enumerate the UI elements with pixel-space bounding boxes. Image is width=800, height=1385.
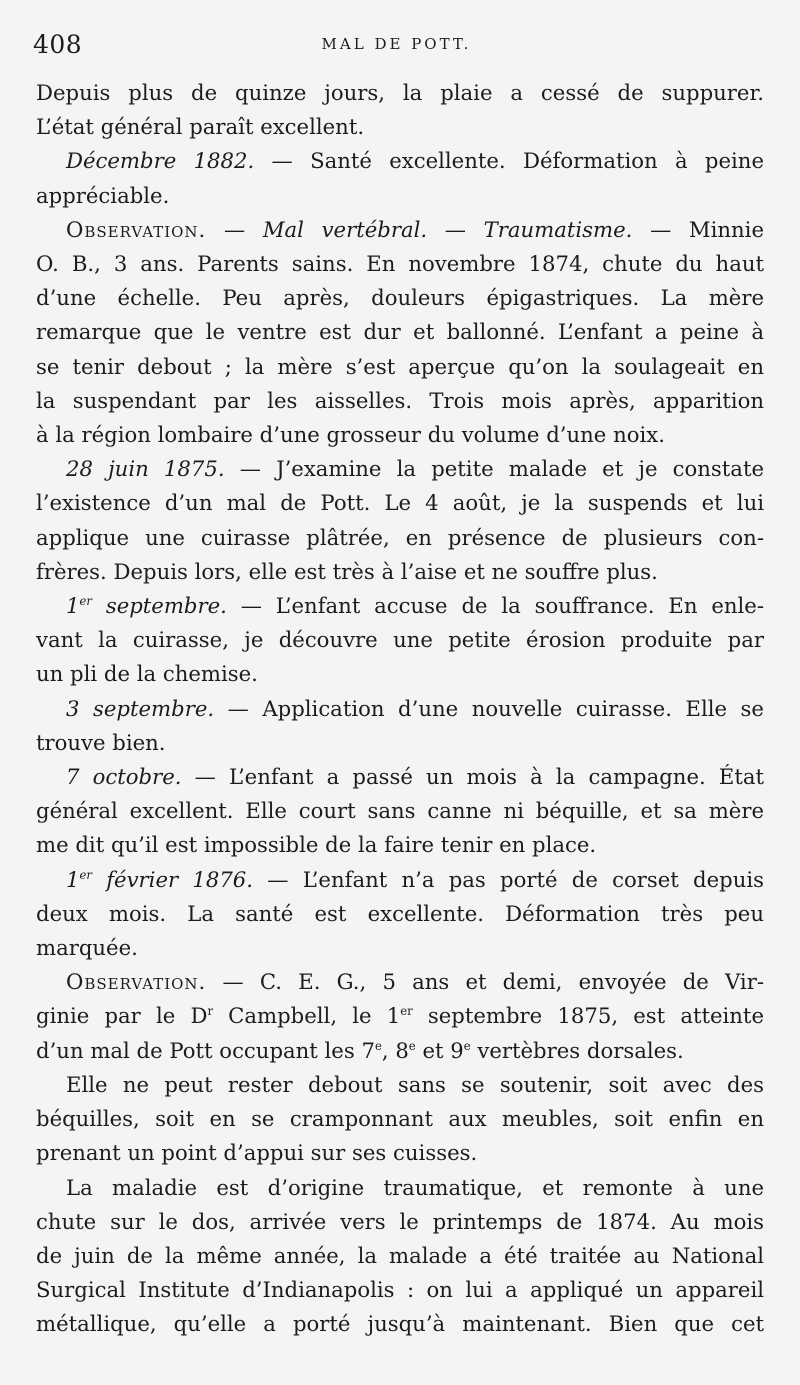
observation-label: Observation.	[66, 969, 207, 995]
observation-title: Traumatisme.	[483, 216, 633, 242]
observation-ceg	[36, 965, 764, 1068]
paragraph-december-1882	[36, 144, 764, 212]
text-line: marquée.	[36, 935, 138, 961]
text-line: trouve bien.	[36, 729, 166, 755]
text-line: frères. Depuis lors, elle est très à l’aise et ne souffre plus.	[36, 558, 658, 584]
text-line: Observation. — Mal vertébral. — Traumatisme. — Minnie	[66, 216, 764, 242]
paragraph-1er-septembre	[36, 589, 764, 692]
text-line: 28 juin 1875. — J’examine la petite malade et je constate	[66, 456, 764, 482]
paragraph-28-juin-1875	[36, 452, 764, 589]
text-line: métallique, qu’elle a porté jusqu’à maintenant. Bien que cet	[36, 1311, 764, 1337]
text-line: d’un mal de Pott occupant les 7e, 8e et 9e vertèbres dorsales.	[36, 1037, 684, 1063]
text-line: 1er février 1876. — L’enfant n’a pas porté de corset depuis	[66, 866, 764, 892]
observation-label: Observation.	[66, 216, 207, 242]
text-line: deux mois. La santé est excellente. Déformation très peu	[36, 900, 764, 926]
date-label: Décembre 1882.	[66, 148, 255, 174]
text-line: ginie par le $D^r$ Campbell, le 1er septembre 1875, est atteinte	[36, 1003, 764, 1029]
paragraph-bequilles	[36, 1068, 764, 1171]
date-label: 3 septembre.	[66, 695, 215, 721]
text-line: me dit qu’il est impossible de la faire tenir en place.	[36, 832, 597, 858]
text-line: applique une cuirasse plâtrée, en présence de plusieurs con-	[36, 524, 764, 550]
paragraph-1er-fevrier-1876	[36, 863, 764, 966]
page-header	[33, 30, 760, 64]
paragraph-7-octobre	[36, 760, 764, 863]
observation-title: Mal vertébral.	[262, 216, 428, 242]
text-line: Depuis plus de quinze jours, la plaie a cessé de suppurer.	[36, 80, 764, 105]
text-line: L’état général paraît excellent.	[36, 114, 365, 140]
text-line: chute sur le dos, arrivée vers le printemps de 1874. Au mois	[36, 1208, 764, 1234]
text-line: général excellent. Elle court sans canne ni béquille, et sa mère	[36, 798, 764, 824]
text-line: 3 septembre. — Application d’une nouvelle cuirasse. Elle se	[66, 695, 764, 721]
text-line: Surgical Institute d’Indianapolis : on lui a appliqué un appareil	[36, 1277, 764, 1303]
text-line: se tenir debout ; la mère s’est aperçue qu’on la soulageait en	[36, 353, 764, 379]
text-line: Elle ne peut rester debout sans se soutenir, soit avec des	[66, 1071, 764, 1097]
text-line: un pli de la chemise.	[36, 661, 258, 687]
text-line: prenant un point d’appui sur ses cuisses.	[36, 1140, 478, 1166]
text-line: à la région lombaire d’une grosseur du volume d’une noix.	[36, 422, 665, 448]
text-line: de juin de la même année, la malade a été traitée au National	[36, 1242, 764, 1268]
text-line: O. B., 3 ans. Parents sains. En novembre 1874, chute du haut	[36, 251, 764, 277]
observation-minnie	[36, 213, 764, 452]
text-line: 1er septembre. — L’enfant accuse de la souffrance. En enle-	[66, 593, 764, 619]
text-line: l’existence d’un mal de Pott. Le 4 août, je la suspends et lui	[36, 490, 764, 516]
text-line: vant la cuirasse, je découvre une petite érosion produite par	[36, 627, 764, 653]
paragraph-suppuration	[36, 76, 764, 144]
text-line: La maladie est d’origine traumatique, et remonte à une	[66, 1174, 764, 1200]
text-line: 7 octobre. — L’enfant a passé un mois à la campagne. État	[66, 764, 764, 790]
paragraph-3-septembre	[36, 692, 764, 760]
date-label: 1er septembre.	[66, 593, 227, 619]
date-label: 1er février 1876.	[66, 866, 254, 892]
text-line: Décembre 1882. — Santé excellente. Déformation à peine	[66, 148, 764, 174]
text-line: la suspendant par les aisselles. Trois mois après, apparition	[36, 387, 764, 413]
text-line: Observation. — C. E. G., 5 ans et demi, envoyée de Vir-	[66, 969, 764, 995]
paragraph-origine-traumatique	[36, 1171, 764, 1342]
page-number: 408	[33, 30, 83, 59]
date-label: 7 octobre.	[66, 764, 182, 790]
body-text	[36, 76, 764, 1342]
text-line: remarque que le ventre est dur et ballonné. L’enfant a peine à	[36, 319, 764, 345]
text-line: d’une échelle. Peu après, douleurs épigastriques. La mère	[36, 285, 764, 311]
text-line: béquilles, soit en se cramponnant aux meubles, soit enfin en	[36, 1106, 764, 1132]
running-head: MAL DE POTT.	[321, 35, 472, 53]
text-line: appréciable.	[36, 182, 170, 208]
date-label: 28 juin 1875.	[66, 456, 225, 482]
